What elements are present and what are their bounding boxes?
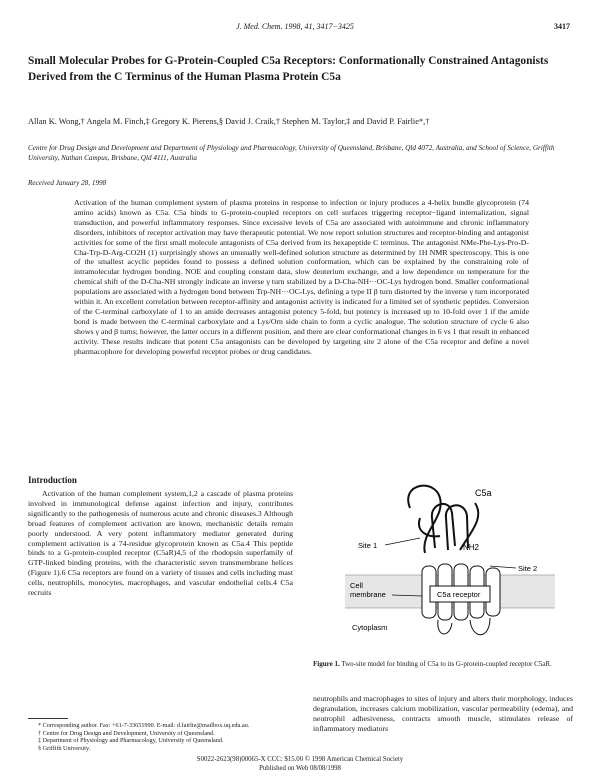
caption-text: Two-site model for binding of C5a to its G-protein-coupled receptor C5aR. bbox=[341, 660, 552, 668]
author-list: Allan K. Wong,† Angela M. Finch,‡ Gregory K. Pierens,§ David J. Craik,† Stephen M. Taylor,‡ and David P. Fairlie*,† bbox=[28, 117, 430, 126]
page-number: 3417 bbox=[554, 22, 570, 31]
cytoplasm-label: Cytoplasm bbox=[352, 623, 388, 632]
site2-label: Site 2 bbox=[518, 564, 538, 573]
footnote-affil-1: † Centre for Drug Design and Development, University of Queensland. bbox=[38, 729, 215, 737]
article-title: Small Molecular Probes for G-Protein-Coupled C5a Receptors: Conformationally Constrained Antagonists Derived from the C Terminus of the Human Plasma Protein C5a bbox=[28, 55, 549, 83]
introduction-heading: Introduction bbox=[28, 475, 77, 485]
abstract: Activation of the human complement system of plasma proteins in response to infection or injury produces a 4-helix bundle glycoprotein (74 amino acids) known as C5a. C5a binds to G-protein-coupled receptors on cell surfaces triggering receptor−ligand internalization, signal transduction, and powerful inflammatory responses. Since excessive levels of C5a are associated with autoimmune and chronic inflammatory disorders, inhibitors of receptor activation may have therapeutic potential. We now report solution structures and receptor-binding and antagonist activities for some of the first small molecule antagonists of C5a derived from its hexapeptide C terminus. The antagonist NMe-Phe-Lys-Pro-D-Cha-Trp-D-Arg-CO2H (1) surprisingly shows an unusually well-defined solution structure as determined by 1H NMR spectroscopy. This is one of the smallest acyclic peptides found to possess a defined solution conformation, which can be explained by the constraining role of intramolecular hydrogen bonding. NOE and coupling constant data, slow deuterium exchange, and a low dependence on temperature for the chemical shift of the D-Cha-NH strongly indicate an inverse γ turn stabilized by a D-Cha-NH···OC-Lys hydrogen bond. Smaller conformational populations are associated with a hydrogen bond between Trp-NH···OC-Lys, defining a type II β turn distorted by the inverse γ turn incorporated within it. An excellent correlation between receptor-affinity and antagonist activity is indicated for a limited set of synthetic peptides. Conversion of the C-terminal carboxylate of 1 to an amide decreases antagonist potency 5-fold, but potency is increased up to 10-fold over 1 if the amide bond is made between the C-terminal carboxylate and a Lys/Orn side chain to form a cyclic analogue. The solution structure of cycle 6 also shows γ and β turns; however, the latter occurs in a different position, and there are clear conformational changes in 6 vs 1 that result in enhanced activity. These results indicate that potent C5a antagonists can be developed by targeting site 2 alone of the C5a receptor and define a novel pharmacophore for developing powerful receptor probes or drug candidates. bbox=[74, 198, 529, 356]
footnote-rule bbox=[28, 718, 68, 719]
receptor-label: C5a receptor bbox=[437, 590, 481, 599]
affiliations: Centre for Drug Design and Development and Department of Physiology and Pharmacology, University of Queensland, Brisbane, Qld 4072, Australia, and School of Science, Griffith University, Nathan Campus, Brisbane, Qld 4111, Australia bbox=[28, 144, 555, 162]
caption-label: Figure 1. bbox=[313, 660, 340, 668]
footnotes bbox=[28, 722, 298, 752]
footnote-corresponding: * Corresponding author. Fax: +61-7-33651990. E-mail: d.fairlie@mailbox.uq.edu.au. bbox=[38, 722, 250, 729]
footnote-affil-3: § Griffith University. bbox=[38, 744, 91, 752]
membrane-label-line1: Cell bbox=[350, 581, 363, 590]
receptor-diagram bbox=[340, 478, 570, 653]
received-date: Received January 28, 1998 bbox=[28, 179, 107, 187]
figure-1 bbox=[340, 478, 570, 653]
footnote-affil-2: ‡ Department of Physiology and Pharmacology, University of Queensland. bbox=[38, 737, 224, 745]
introduction-text: Activation of the human complement system,1,2 a cascade of plasma proteins involved in immunological defense against infection and injury, contributes significantly to the pathogenesis of numerous acute and chronic diseases.3 Although broad features of complement activation are known, mechanistic details remain poorly understood. A very potent inflammatory mediator generated during complement activation is a 74-residue glycoprotein known as C5a.4 This peptide binds to a G-protein-coupled receptor (C5aR)4,5 of the rhodopsin superfamily of GTP-linked binding proteins, with the characteristic seven transmembrane helices (Figure 1).6 C5a receptors are found on a variety of tissues and cells including mast cells, neutrophils, monocytes, macrophages, and vascular endothelial cells.4 C5a recruits bbox=[28, 489, 293, 598]
publication-date: Published on Web 08/08/1998 bbox=[259, 765, 341, 772]
nh2-label: NH2 bbox=[463, 543, 480, 552]
site1-label: Site 1 bbox=[358, 541, 378, 550]
copyright-line: S0022-2623(98)00065-X CCC: $15.00 © 1998 American Chemical Society bbox=[196, 756, 404, 763]
column2-text: neutrophils and macrophages to sites of injury and alters their morphology, induces degranulation, increases calcium mobilization, vascular permeability (edema), and neutrophil adhesiveness, contracts smooth muscle, stimulates release of inflammatory mediators bbox=[313, 694, 573, 733]
c5a-label: C5a bbox=[475, 488, 492, 498]
figure-caption bbox=[313, 660, 573, 669]
journal-citation: J. Med. Chem. 1998, 41, 3417−3425 bbox=[236, 22, 354, 31]
membrane-label-line2: membrane bbox=[350, 590, 386, 599]
